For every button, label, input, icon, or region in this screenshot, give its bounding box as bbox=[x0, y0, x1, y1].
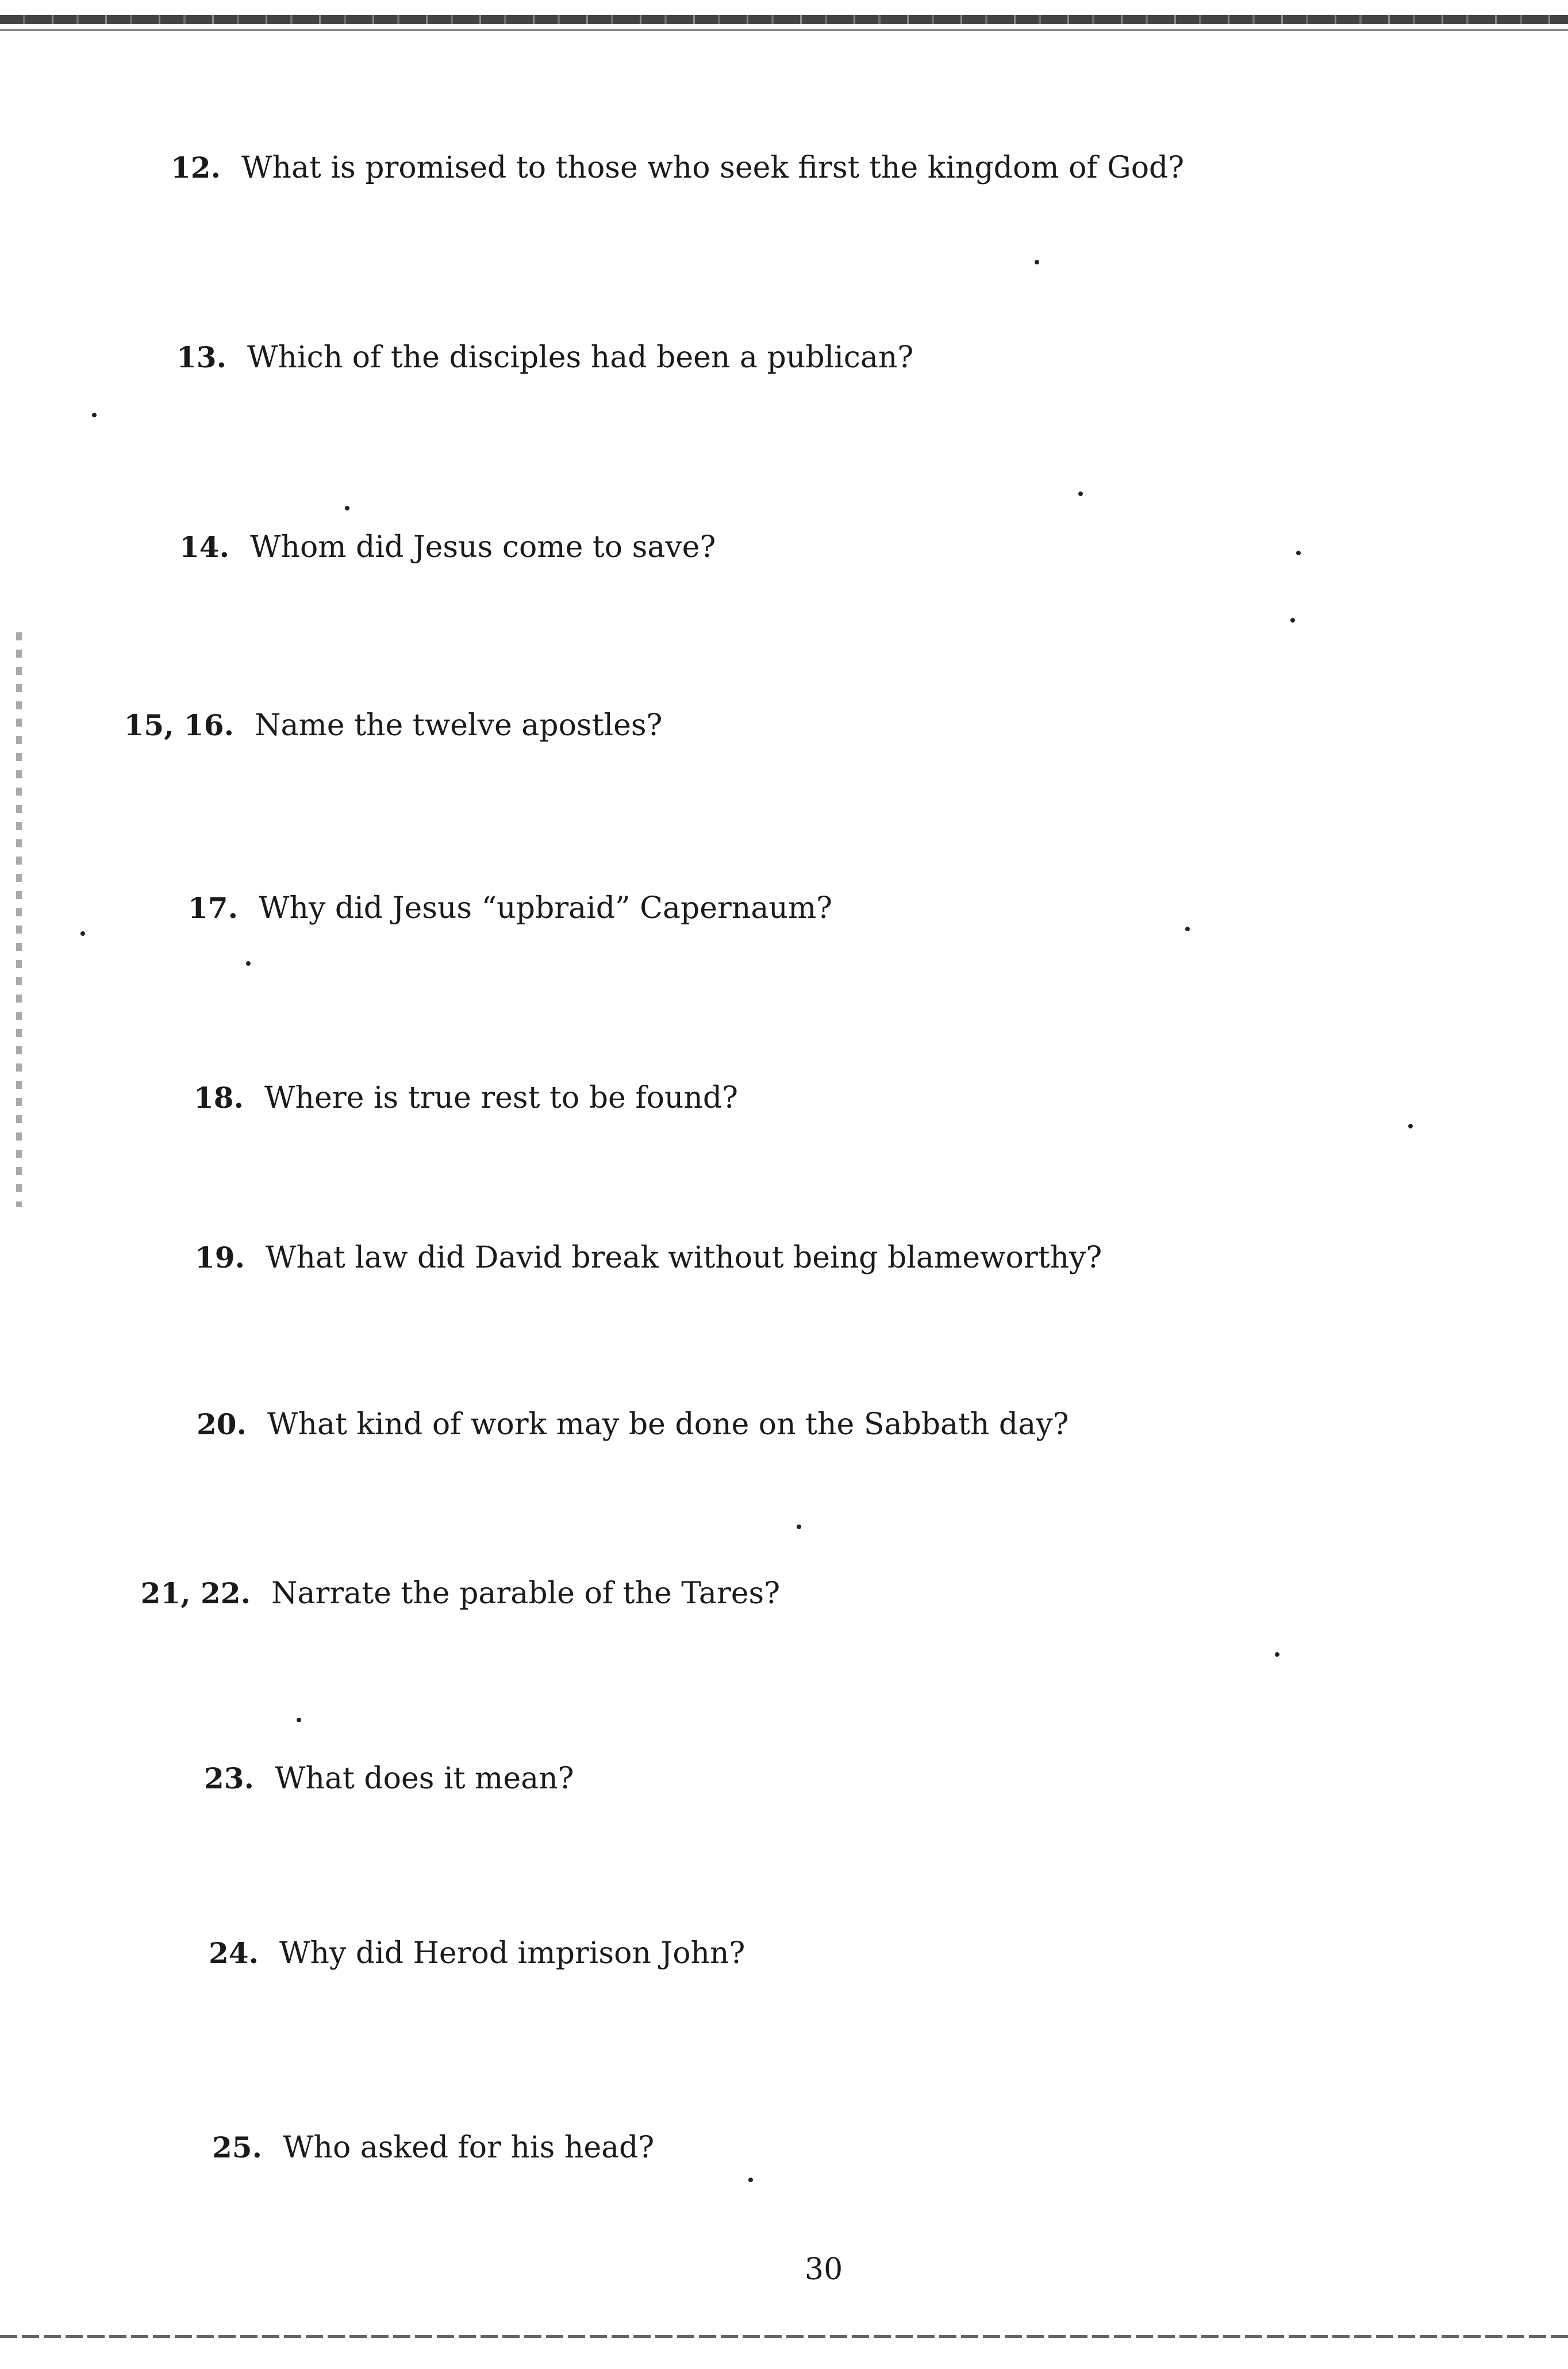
top-border-rule bbox=[0, 15, 1568, 24]
question-text: Narrate the parable of the Tares? bbox=[271, 1576, 781, 1611]
page-number: 30 bbox=[805, 2252, 843, 2287]
question-number: 12. bbox=[171, 151, 221, 185]
scan-speck bbox=[297, 1718, 301, 1722]
question-14 bbox=[179, 530, 716, 565]
scan-speck bbox=[1290, 618, 1295, 623]
scan-speck bbox=[1035, 260, 1039, 264]
question-text: What law did David break without being blameworthy? bbox=[266, 1241, 1102, 1275]
question-number: 17. bbox=[188, 891, 238, 925]
question-text: Why did Jesus “upbraid” Capernaum? bbox=[259, 891, 833, 926]
bottom-border-rule bbox=[0, 2335, 1568, 2338]
question-15-16 bbox=[124, 708, 663, 743]
scan-speck bbox=[1078, 492, 1083, 496]
question-number: 15, 16. bbox=[124, 708, 234, 742]
question-text: Who asked for his head? bbox=[283, 2130, 655, 2165]
question-number: 21, 22. bbox=[140, 1576, 251, 1610]
question-12 bbox=[171, 151, 1185, 185]
left-edge-marks bbox=[16, 632, 22, 1207]
question-19 bbox=[195, 1241, 1102, 1275]
scan-speck bbox=[1275, 1652, 1279, 1657]
question-24 bbox=[209, 1936, 745, 1971]
question-number: 23. bbox=[204, 1761, 254, 1795]
question-number: 18. bbox=[194, 1081, 244, 1115]
question-text: What is promised to those who seek first the kingdom of God? bbox=[241, 151, 1185, 185]
question-text: Which of the disciples had been a publican? bbox=[247, 340, 914, 375]
scan-speck bbox=[748, 2178, 753, 2182]
question-text: What kind of work may be done on the Sabbath day? bbox=[267, 1407, 1069, 1442]
question-25 bbox=[212, 2130, 655, 2165]
question-number: 14. bbox=[179, 530, 229, 564]
scan-speck bbox=[345, 506, 349, 510]
question-number: 13. bbox=[176, 340, 226, 374]
scan-speck bbox=[246, 961, 251, 966]
question-number: 20. bbox=[197, 1407, 247, 1441]
question-text: Why did Herod imprison John? bbox=[279, 1936, 745, 1971]
question-21-22 bbox=[140, 1576, 781, 1611]
question-text: What does it mean? bbox=[275, 1761, 574, 1796]
scan-speck bbox=[797, 1525, 801, 1529]
question-text: Whom did Jesus come to save? bbox=[250, 530, 716, 565]
top-border-rule-thin bbox=[0, 29, 1568, 31]
question-17 bbox=[188, 891, 833, 926]
question-23 bbox=[204, 1761, 574, 1796]
scan-speck bbox=[1185, 927, 1190, 931]
question-20 bbox=[197, 1407, 1069, 1442]
question-number: 25. bbox=[212, 2130, 262, 2164]
scan-speck bbox=[92, 413, 97, 417]
question-number: 19. bbox=[195, 1241, 245, 1274]
scan-speck bbox=[1296, 551, 1301, 555]
question-13 bbox=[176, 340, 914, 375]
question-number: 24. bbox=[209, 1936, 259, 1970]
question-18 bbox=[194, 1081, 739, 1115]
scan-speck bbox=[1408, 1124, 1413, 1128]
scan-speck bbox=[80, 931, 85, 936]
question-text: Where is true rest to be found? bbox=[264, 1081, 739, 1115]
question-text: Name the twelve apostles? bbox=[255, 708, 663, 743]
